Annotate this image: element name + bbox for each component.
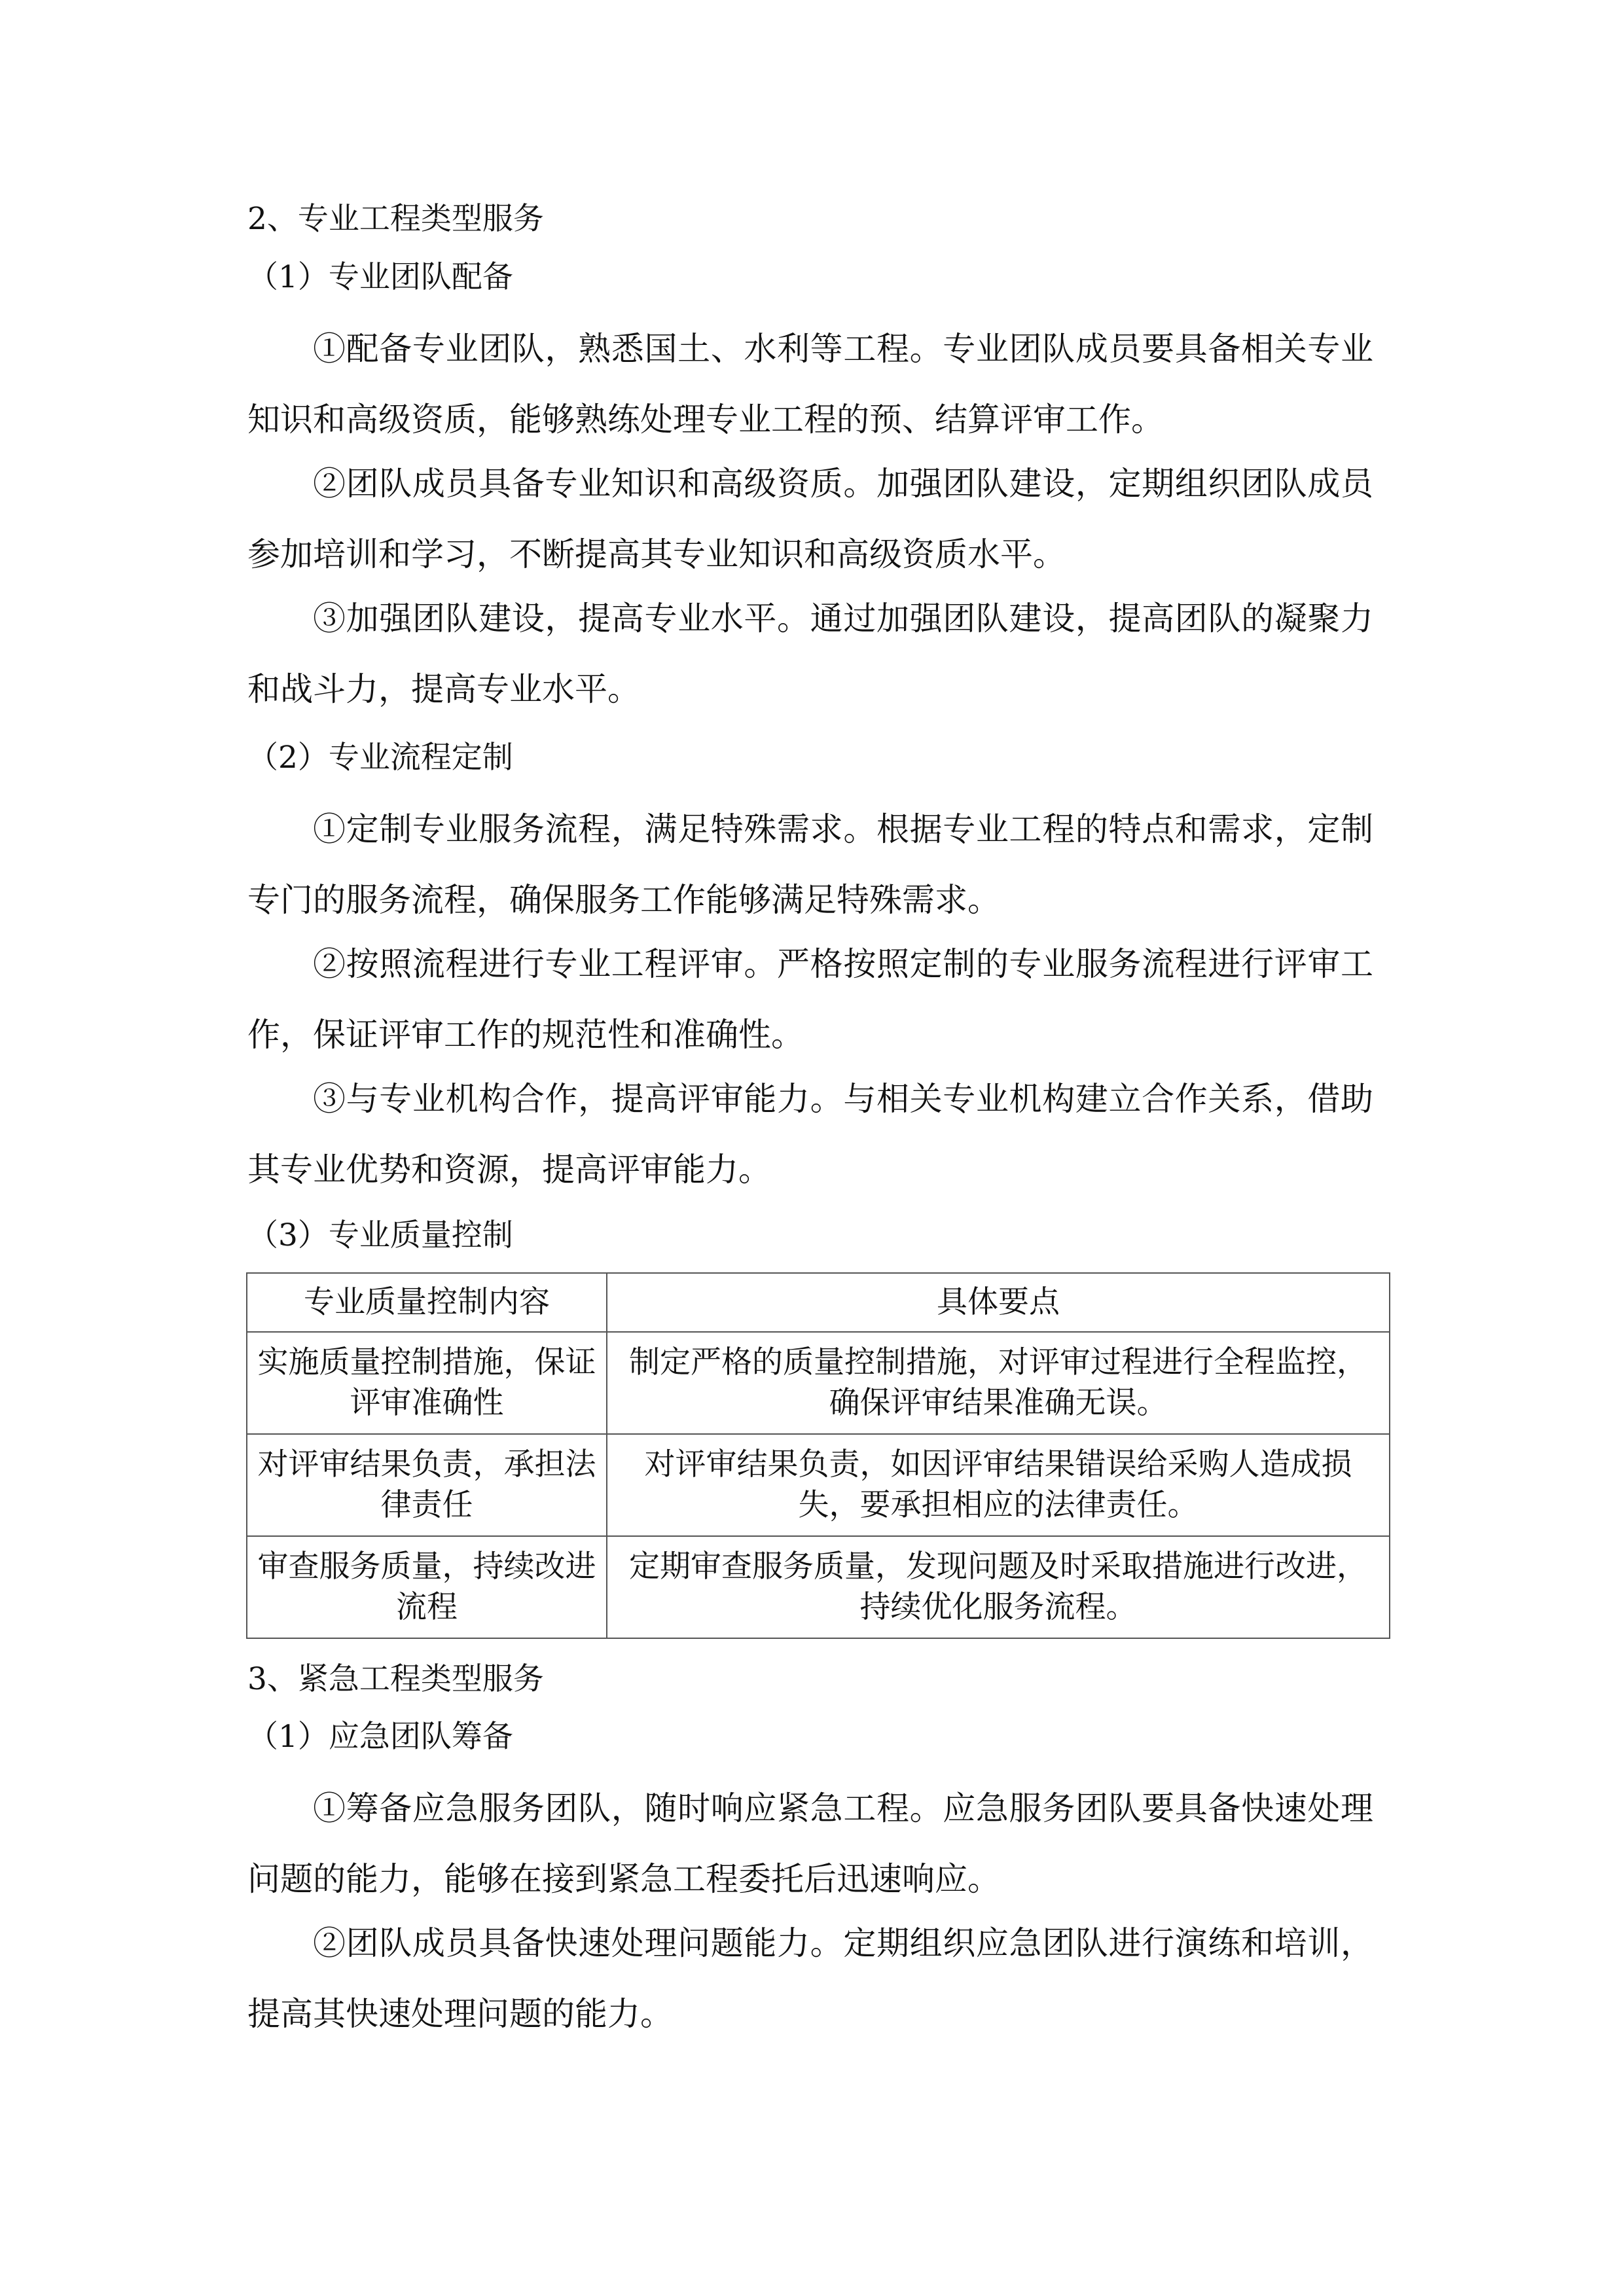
section-3-heading: 3、紧急工程类型服务 xyxy=(247,1661,544,1697)
subsection-2-3-title: （3）专业质量控制 xyxy=(247,1217,513,1253)
table-header-cell: 专业质量控制内容 xyxy=(247,1273,607,1332)
table-cell: 制定严格的质量控制措施，对评审过程进行全程监控，确保评审结果准确无误。 xyxy=(607,1332,1390,1434)
subsection-2-2-title: （2）专业流程定制 xyxy=(247,740,513,776)
section-2-heading: 2、专业工程类型服务 xyxy=(247,201,544,237)
table-row xyxy=(247,1332,1390,1434)
paragraph: ③加强团队建设，提高专业水平。通过加强团队建设，提高团队的凝聚力和战斗力，提高专业水平。 xyxy=(247,600,1373,708)
paragraph: ①定制专业服务流程，满足特殊需求。根据专业工程的特点和需求，定制专门的服务流程，确保服务工作能够满足特殊需求。 xyxy=(247,810,1373,919)
table-header-row xyxy=(247,1273,1390,1332)
table-row xyxy=(247,1434,1390,1536)
paragraph: ③与专业机构合作，提高评审能力。与相关专业机构建立合作关系，借助其专业优势和资源，提高评审能力。 xyxy=(247,1080,1373,1189)
table-cell: 对评审结果负责，承担法律责任 xyxy=(247,1434,607,1536)
quality-control-table xyxy=(246,1272,1390,1639)
table-cell: 定期审查服务质量，发现问题及时采取措施进行改进，持续优化服务流程。 xyxy=(607,1536,1390,1638)
paragraph: ②团队成员具备专业知识和高级资质。加强团队建设，定期组织团队成员参加培训和学习，不断提高其专业知识和高级资质水平。 xyxy=(247,465,1373,573)
subsection-3-1-title: （1）应急团队筹备 xyxy=(247,1719,513,1755)
paragraph: ①筹备应急服务团队，随时响应紧急工程。应急服务团队要具备快速处理问题的能力，能够在接到紧急工程委托后迅速响应。 xyxy=(247,1789,1373,1898)
paragraph: ①配备专业团队，熟悉国土、水利等工程。专业团队成员要具备相关专业知识和高级资质，能够熟练处理专业工程的预、结算评审工作。 xyxy=(247,330,1373,439)
paragraph: ②按照流程进行专业工程评审。严格按照定制的专业服务流程进行评审工作，保证评审工作的规范性和准确性。 xyxy=(247,945,1373,1054)
table-cell: 实施质量控制措施，保证评审准确性 xyxy=(247,1332,607,1434)
table-cell: 审查服务质量，持续改进流程 xyxy=(247,1536,607,1638)
subsection-2-1-title: （1）专业团队配备 xyxy=(247,259,513,295)
table-row xyxy=(247,1536,1390,1638)
paragraph: ②团队成员具备快速处理问题能力。定期组织应急团队进行演练和培训，提高其快速处理问题的能力。 xyxy=(247,1924,1373,2033)
table-header-cell: 具体要点 xyxy=(607,1273,1390,1332)
table-cell: 对评审结果负责，如因评审结果错误给采购人造成损失，要承担相应的法律责任。 xyxy=(607,1434,1390,1536)
